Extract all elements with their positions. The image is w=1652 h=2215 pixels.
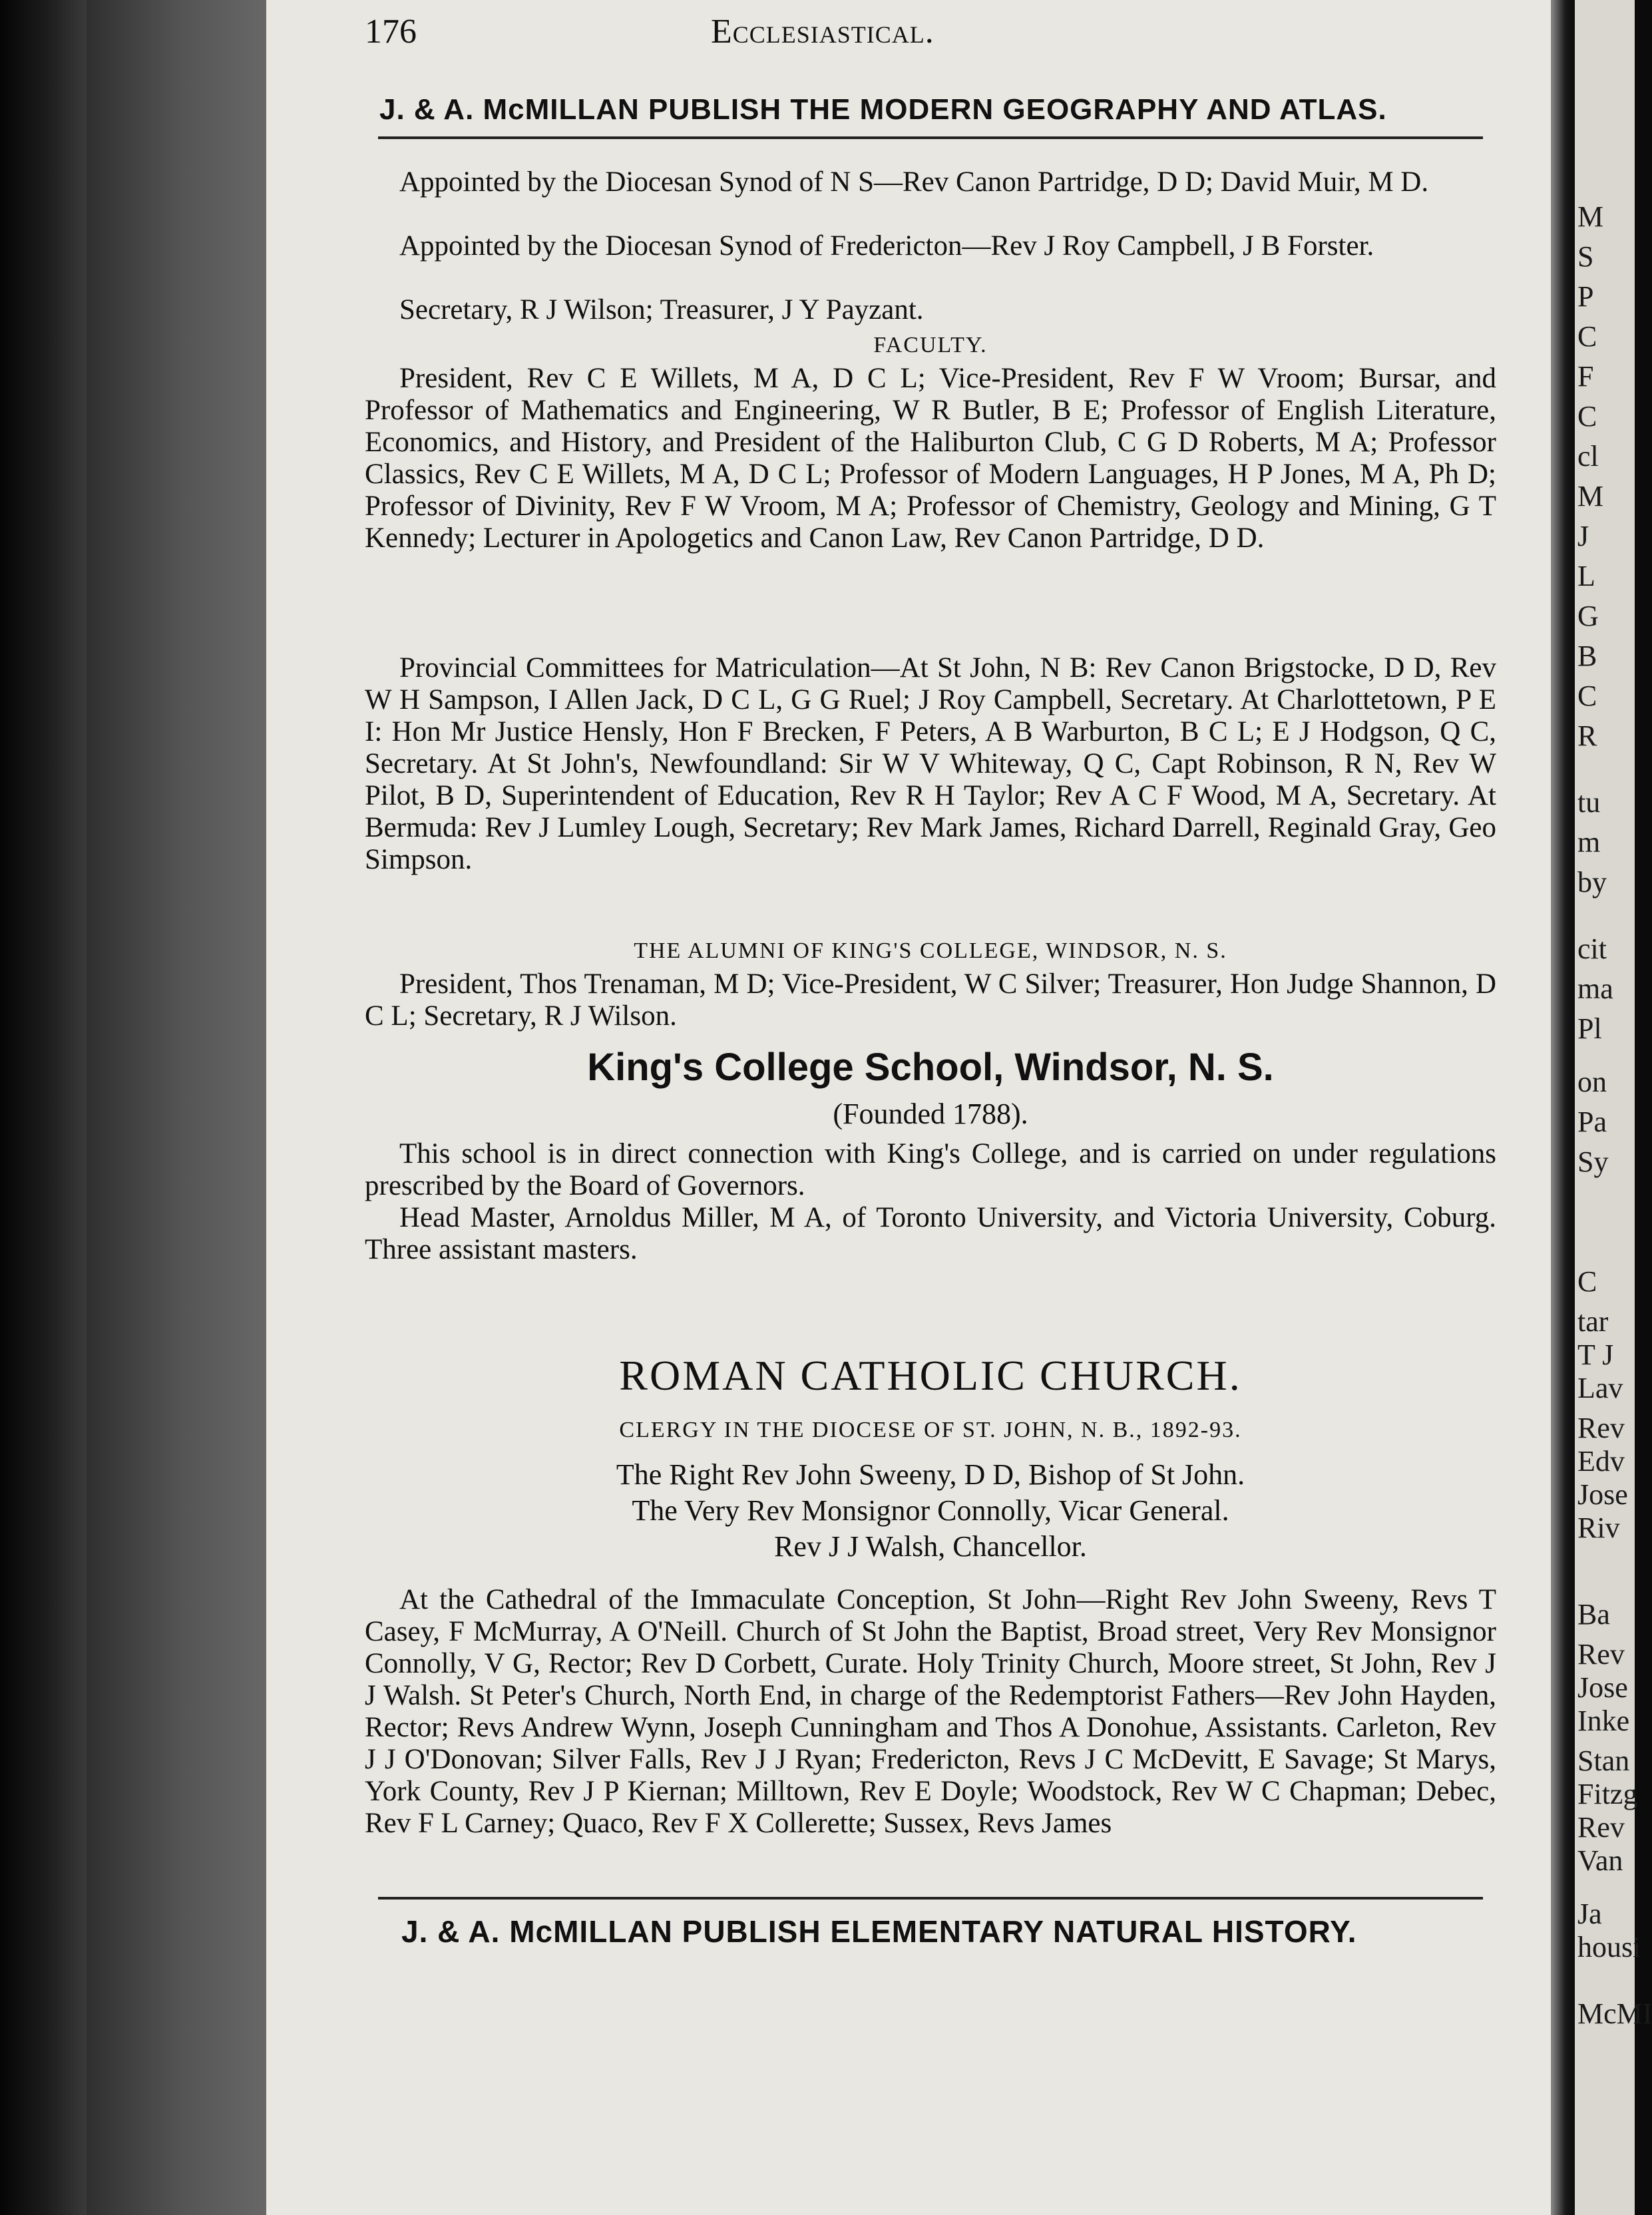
top-advertisement-banner: J. & A. McMILLAN PUBLISH THE MODERN GEOGRAPHY AND ATLAS. [379, 93, 1387, 126]
right-page-fragment: T J [1577, 1338, 1614, 1371]
right-page-fragment: Riv [1577, 1511, 1620, 1544]
right-page-fragment: on [1577, 1066, 1607, 1098]
right-page-fragment: Pl [1577, 1012, 1602, 1045]
right-page-fragment: G [1577, 600, 1599, 632]
right-page-fragment: McMI [1577, 1997, 1652, 2030]
right-page-fragment: Jose [1577, 1478, 1628, 1511]
right-page-fragment: R [1577, 719, 1597, 752]
right-page-fragment: C [1577, 320, 1597, 353]
right-page-fragment: C [1577, 1265, 1597, 1298]
right-page-fragment: Lav [1577, 1372, 1623, 1404]
running-head: Ecclesiastical. [711, 13, 934, 51]
right-page-fragment: P [1577, 280, 1594, 313]
school-founded: (Founded 1788). [833, 1098, 1028, 1130]
page-number: 176 [365, 13, 417, 51]
school-paragraph: This school is in direct connection with King's College, and is carried on under regulations prescribed by the Board of Governors. [365, 1138, 1496, 1201]
rc-bishop-line: The Right Rev John Sweeny, D D, Bishop of St John. [616, 1458, 1245, 1491]
right-page-fragment: M [1577, 480, 1604, 512]
right-page-fragment: Edv [1577, 1445, 1625, 1478]
right-page-fragment: Rev [1577, 1811, 1625, 1844]
alumni-paragraph: President, Thos Trenaman, M D; Vice-President, W C Silver; Treasurer, Hon Judge Shannon, D C L; Secretary, R J Wilson. [365, 968, 1496, 1032]
right-page-fragment: Rev [1577, 1412, 1625, 1444]
faculty-paragraph: President, Rev C E Willets, M A, D C L; Vice-President, Rev F W Vroom; Bursar, and Professor of Mathematics and Engineering, W R Butler, B E; Professor of English Literature, Economics, and History, and President of the Haliburton Club, C G D Roberts, M A; Professor Classics, Rev C E Willets, M A, D C L; Professor of Modern Languages, H P Jones, M A, Ph D; Professor of Divinity, Rev F W Vroom, M A; Professor of Chemistry, Geology and Mining, G T Kennedy; Lecturer in Apologetics and Canon Law, Rev Canon Partridge, D D. [365, 363, 1496, 554]
right-page-fragment: Ja [1577, 1898, 1602, 1930]
synod-ns-paragraph: Appointed by the Diocesan Synod of N S—Rev Canon Partridge, D D; David Muir, M D. [399, 166, 1429, 198]
right-page-fragment: Inke [1577, 1705, 1630, 1737]
right-page-fragment: Ba [1577, 1598, 1610, 1631]
rc-parishes-paragraph: At the Cathedral of the Immaculate Conception, St John—Right Rev John Sweeny, Revs T Casey, F McMurray, A O'Neill. Church of St John the Baptist, Broad street, Very Rev Monsignor Connolly, V G, Rector; Rev D Corbett, Curate. Holy Trinity Church, Moore street, St John, Rev J J Walsh. St Peter's Church, North End, in charge of the Redemptorist Fathers—Rev John Hayden, Rector; Revs Andrew Wynn, Joseph Cunningham and Thos A Donohue, Assistants. Carleton, Rev J J O'Donovan; Silver Falls, Rev J J Ryan; Fredericton, Revs J C McDevitt, E Savage; St Marys, York County, Rev J P Kiernan; Milltown, Rev E Doyle; Woodstock, Rev W C Chapman; Debec, Rev F L Carney; Quaco, Rev F X Collerette; Sussex, Revs James [365, 1584, 1496, 1839]
right-page-edge [1575, 0, 1652, 2215]
right-page-fragment: F [1577, 360, 1594, 393]
banner-rule [378, 136, 1483, 139]
right-page-fragment: Jose [1577, 1671, 1628, 1704]
faculty-heading: FACULTY. [873, 333, 988, 357]
page-header [365, 7, 1496, 53]
bottom-rule [378, 1897, 1483, 1900]
book-spine [0, 0, 87, 2215]
right-page-fragment: C [1577, 400, 1597, 433]
right-page-fragment: Rev [1577, 1638, 1625, 1671]
rc-clergy-subheading: CLERGY IN THE DIOCESE OF ST. JOHN, N. B., 1892-93. [619, 1418, 1242, 1442]
right-page-fragment: J [1577, 520, 1589, 552]
right-page-fragment: by [1577, 866, 1607, 899]
rc-chancellor-line: Rev J J Walsh, Chancellor. [774, 1530, 1087, 1563]
right-page-fragment: M [1577, 200, 1604, 233]
synod-fredericton-paragraph: Appointed by the Diocesan Synod of Fredericton—Rev J Roy Campbell, J B Forster. [399, 230, 1374, 262]
right-page-fragment: tu [1577, 786, 1601, 819]
school-title: King's College School, Windsor, N. S. [587, 1046, 1274, 1089]
right-page-fragment: Sy [1577, 1145, 1609, 1178]
right-page-fragment: cl [1577, 440, 1599, 473]
right-page-fragment: S [1577, 240, 1594, 273]
right-page-fragment: B [1577, 640, 1597, 672]
roman-catholic-title: ROMAN CATHOLIC CHURCH. [619, 1352, 1242, 1399]
right-page-fragment: Van [1577, 1844, 1623, 1877]
right-page-fragment: C [1577, 680, 1597, 712]
matriculation-committees-paragraph: Provincial Committees for Matriculation—At St John, N B: Rev Canon Brigstocke, D D, Rev W H Sampson, I Allen Jack, D C L, G G Ruel; J Roy Campbell, Secretary. At Charlottetown, P E I: Hon Mr Justice Hensly, Hon F Brecken, F Peters, A B Warburton, B C L; E J Hodgson, Q C, Secretary. At St John's, Newfoundland: Sir W V Whiteway, Q C, Capt Robinson, R N, Rev W Pilot, B D, Superintendent of Education, Rev R H Taylor; Rev A C F Wood, M A, Secretary. At Bermuda: Rev J Lumley Lough, Secretary; Rev Mark James, Richard Darrell, Reginald Gray, Geo Simpson. [365, 652, 1496, 875]
right-page-fragment: L [1577, 560, 1595, 592]
bottom-advertisement-banner: J. & A. McMILLAN PUBLISH ELEMENTARY NATURAL HISTORY. [401, 1914, 1357, 1949]
right-page-fragment: m [1577, 826, 1601, 859]
right-page-fragment: ma [1577, 972, 1613, 1005]
page-gutter [1551, 0, 1575, 2215]
right-page-fragment: tar [1577, 1305, 1609, 1338]
rc-vicar-line: The Very Rev Monsignor Connolly, Vicar General. [632, 1494, 1229, 1527]
secretary-treasurer-paragraph: Secretary, R J Wilson; Treasurer, J Y Payzant. [399, 294, 924, 325]
right-page-fragment: Stan [1577, 1744, 1630, 1777]
alumni-heading: THE ALUMNI OF KING'S COLLEGE, WINDSOR, N. S. [634, 938, 1227, 963]
head-master-paragraph: Head Master, Arnoldus Miller, M A, of Toronto University, and Victoria University, Coburg. Three assistant masters. [365, 1202, 1496, 1265]
right-page-fragment: cit [1577, 932, 1607, 965]
right-page-fragment: housi [1577, 1931, 1641, 1963]
right-page-fragment: Pa [1577, 1106, 1607, 1138]
right-page-fragment: Fitzg [1577, 1778, 1638, 1810]
